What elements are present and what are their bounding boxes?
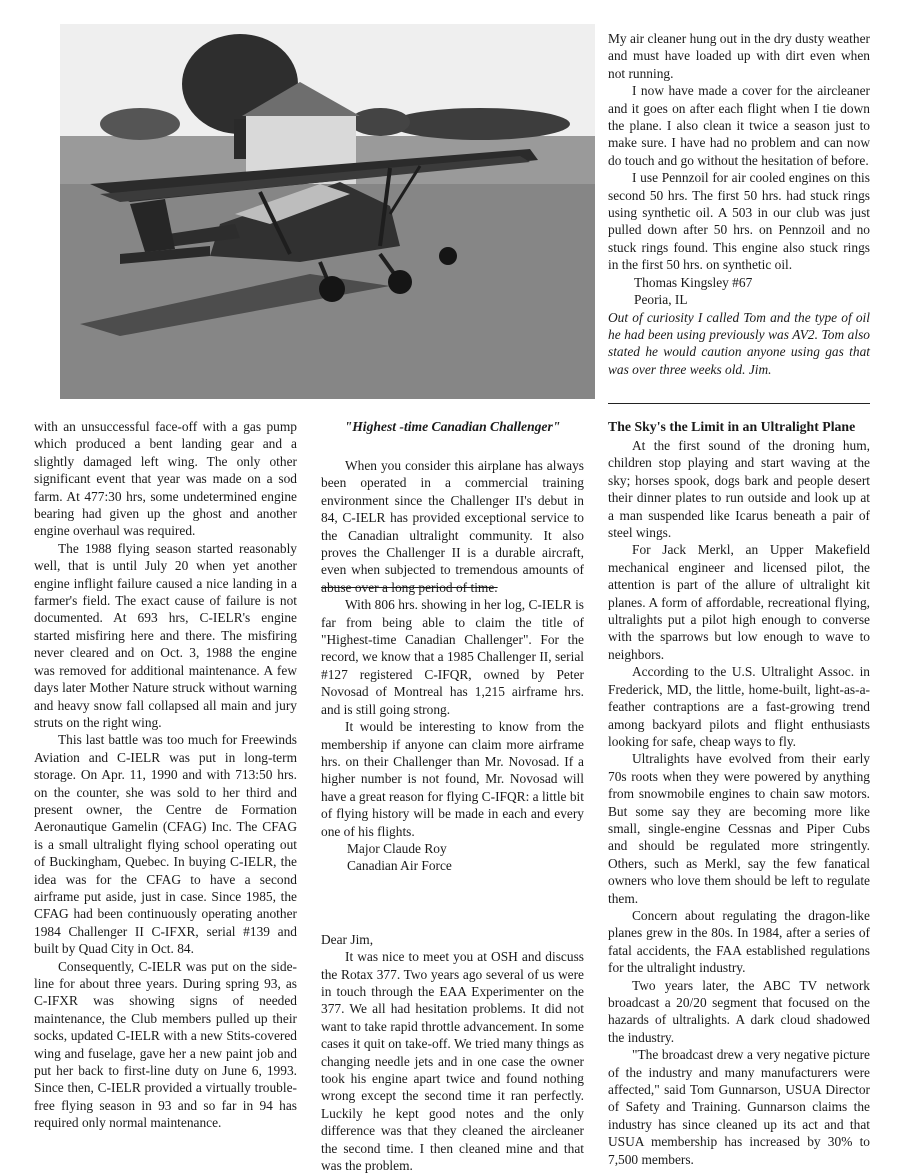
article-paragraph: Consequently, C-IELR was put on the side-line for about three years. During spring 93, as C-IFXR was showing signs of needed maintenance, the Club members pulled up their socks, updated C-IELR with a new Stits-covered wing and fuselage, gave her a new paint job and put her back to first-line duty on June 6, 1993. Since then, C-IELR provided a virtually trouble-free flying season in 93 and so far in 94 has required only normal maintenance. — [34, 958, 297, 1131]
letter-paragraph: I now have made a cover for the aircleaner and it goes on after each flight when I tie down the plane. I also clean it twice a season just to make sure. I have had no problem and can now do touch and go without the hesitation of before. — [608, 83, 870, 168]
paragraph-text: When you consider this airplane has always been operated in a commercial training environment since the Challenger II's debut in 84, C-IELR has provided exceptional service to the Canadian ultralight community. It also proves the Challenger II is a durable aircraft, even when subjected to tremendous amounts of — [321, 458, 584, 578]
article-paragraph: It would be interesting to know from the membership if anyone can claim more airframe hrs. on their Challenger than Mr. Novosad. If a higher number is not found, Mr. Novosad will have a great reason for flying C-IFQR: a little bit of flying history will be made in each and every one of his flights. — [321, 719, 584, 839]
article-paragraph: Ultralights have evolved from their early 70s roots when they were powered by anything from snowmobile engines to chain saw motors. But some say they are becoming more like small, single-engine Cessnas and Piper Cubs and should be regulated more stringently. Others, such as Merkl, say the few fanatical owners who love them should be left to regulate them. — [608, 751, 870, 906]
article-paragraph: According to the U.S. Ultralight Assoc. in Frederick, MD, the little, home-built, light-as-a-feather contraptions are a fast-growing trend among backyard pilots and flight enthusiasts looking for safe, cheap ways to fly. — [608, 664, 870, 749]
article-paragraph: At the first sound of the droning hum, children stop playing and start waving at the sky; horses spook, dogs bark and people desert their dinner plates to run outside and look up at a man suspended like Icarus beneath a pair of steel wings. — [608, 438, 870, 541]
letter-continuation — [608, 30, 870, 378]
letter-paragraph: It was nice to meet you at OSH and discuss the Rotax 377. Two years ago several of us were in touch through the EAA Experimenter on the 377. We all had hesitation problems. It did not want to take rapid throttle advancement. In some cases it quit on take-off. We tried many things as changing needle jets and in one case the owner took his engine apart twice and found nothing wrong except the second time it ran perfectly. Luckily he kept good notes and the only difference was that they cleaned the aircleaner the second time. I then cleaned mine and that was the problem. — [321, 949, 584, 1174]
letter-paragraph: I use Pennzoil for air cooled engines on this second 50 hrs. The first 50 hrs. had stuck rings using synthetic oil. A 503 in our club was just pulled down after 50 hrs. on Pennzoil and no stuck rings found. This engine also stuck rings in the first 50 hrs. on synthetic oil. — [608, 170, 870, 273]
letter-paragraph: My air cleaner hung out in the dry dusty weather and must have loaded up with dirt even when not running. — [608, 31, 870, 81]
article-paragraph: With 806 hrs. showing in her log, C-IELR is far from being able to claim the title of "Highest-time Canadian Challenger". For the record, we know that a 1985 Challenger II, serial #127 registered C-IFQR, owned by Peter Novosad of Montreal has 1,215 airframe hrs. and is still going strong. — [321, 597, 584, 717]
ultralight-photo — [60, 24, 595, 399]
editor-note: Out of curiosity I called Tom and the type of oil he had been using previously was AV2. Tom also stated he would caution anyone using gas that was over three weeks old. Jim. — [608, 309, 870, 377]
article-paragraph — [321, 457, 584, 596]
article-paragraph: Concern about regulating the dragon-like planes grew in the 80s. In 1984, after a series of fatal accidents, the FAA established regulations for the ultralight industry. — [608, 907, 870, 976]
article-column-2 — [321, 418, 584, 1174]
letter-signature-name: Thomas Kingsley #67 — [634, 274, 753, 290]
article-headline: The Sky's the Limit in an Ultralight Plane — [608, 419, 856, 434]
letter-salutation: Dear Jim, — [321, 931, 374, 947]
challenger-ultralight-illustration — [60, 24, 595, 399]
article-paragraph: Two years later, the ABC TV network broadcast a 20/20 segment that focused on the hazards of ultralights. A dark cloud shadowed the industry. — [608, 977, 870, 1045]
article-paragraph: The 1988 flying season started reasonably well, that is until July 20 when yet another engine inflight failure caused a nice landing in a farmer's field. The exact cause of failure is not documented. At 693 hrs, C-IELR's engine started misfiring here and there. The misfiring never cleared and on Oct. 3, 1988 the engine was removed for additional maintenance. A few days later Mother Nature struck without warning and heavy snow fall collapsed all main and jury struts on the right wing. — [34, 540, 297, 730]
struck-text: abuse over a long period of time. — [321, 579, 498, 595]
section-heading: "Highest -time Canadian Challenger" — [344, 419, 561, 434]
letter-signature-place: Peoria, IL — [634, 292, 688, 308]
article-paragraph: "The broadcast drew a very negative picture of the industry and many manufacturers were affected," said Tom Gunnarson, USUA Director of Safety and Training. Gunnarson claims the industry has since cleaned up its act and that USUA membership has increased by 30% to 7,500 members. — [608, 1047, 870, 1167]
author-organization: Canadian Air Force — [347, 858, 452, 874]
section-divider — [608, 403, 870, 404]
author-name: Major Claude Roy — [347, 840, 447, 856]
article-paragraph: For Jack Merkl, an Upper Makefield mechanical engineer and licensed pilot, the attention is part of the allure of ultralight kit planes. A form of affordable, recreational flying, ultralights put a pilot high enough to converse with the sparrows but low enough to wave to neighbors. — [608, 542, 870, 662]
article-paragraph: with an unsuccessful face-off with a gas pump which produced a bent landing gear and a slightly damaged left wing. The only other significant event that year was made on a sod farm. At 477:30 hrs, some undetermined engine bearing had given up the ghost and another engine overhaul was required. — [34, 419, 297, 539]
article-column-1 — [34, 418, 297, 1132]
article-paragraph: This last battle was too much for Freewinds Aviation and C-IELR was put in long-term storage. On Apr. 11, 1990 and with 713:50 hrs. on the counter, she was sold to her third and present owner, the Centre de Formation Aeronautique Gamelin (CFAG) Inc. The CFAG is a small ultralight flying school operating out of Buckingham, Quebec. In buying C-IELR, the idea was for the CFAG to have a second airframe put aside, just in case. Since 1985, the CFAG had been continuously operating another 1984 Challenger II C-IFXR, serial #139 and built by Quad City in Oct. 84. — [34, 732, 297, 957]
article-column-3 — [608, 418, 870, 1168]
